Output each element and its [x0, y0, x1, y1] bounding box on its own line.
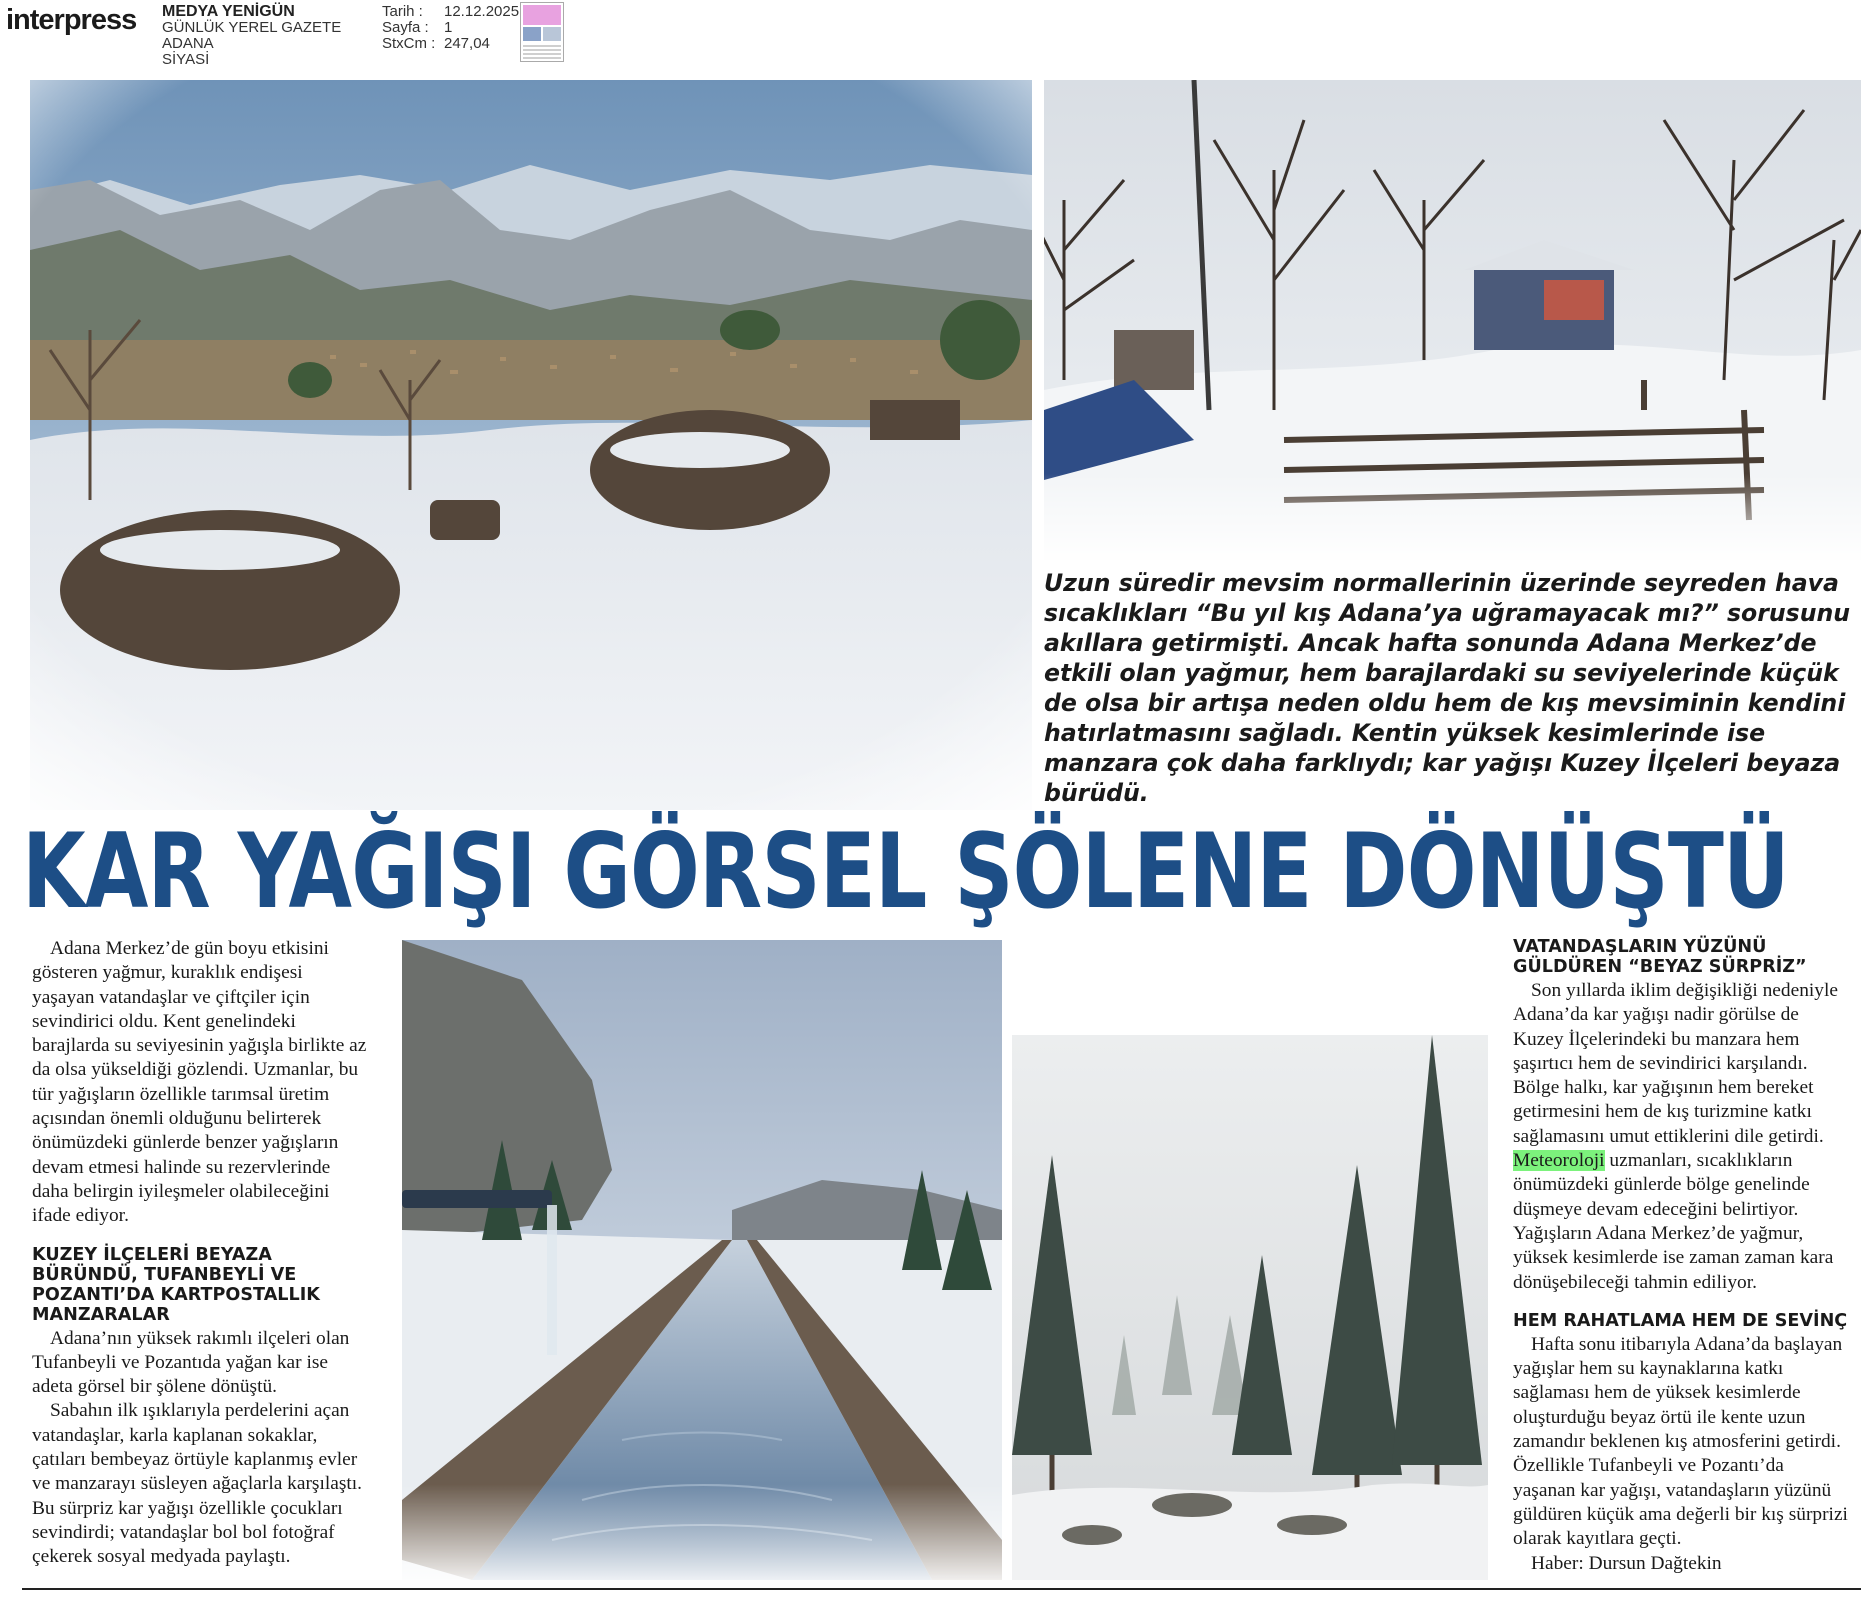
meta-date-label: Tarih : — [382, 3, 423, 20]
publication-city: ADANA — [162, 35, 214, 52]
photo-snowy-village — [1044, 80, 1861, 560]
right-text-column — [1513, 937, 1849, 1576]
article-lead: Uzun süredir mevsim normallerinin üzerinde seyreden hava sıcaklıkları “Bu yıl kış Adana’ya uğramayacak mı?” sorusunu akıllara getirmişti. Ancak hafta sonunda Adana Merkez’de etkili olan yağmur, hem barajlardaki su seviyelerinde küçük de olsa bir artışa neden oldu hem de kış mevsiminin kendini hatırlatmasını sağladı. Kentin yüksek kesimlerinde ise manzara çok daha farklıydı; kar yağışı Kuzey İlçeleri beyaza bürüdü. — [1044, 569, 1851, 807]
photo-mountain-valley — [30, 80, 1032, 810]
right-subhead-2: HEM RAHATLAMA HEM DE SEVİNÇ — [1513, 1310, 1848, 1331]
left-text-column — [32, 937, 368, 1570]
right-paragraph-1: Son yıllarda iklim değişikliği nedeniyle Adana’da kar yağışı nadir görülse de Kuzey İlçelerindeki bu manzara hem şaşırtıcı hem de sevindirici karşılandı. Bölge halkı, kar yağışının hem bereket getirmesini hem de kış turizmine katkı sağlamasını umut ettiklerini dile getirdi. Meteoroloji uzmanları, sıcaklıkların önümüzdeki günlerde bölge genelinde düşmeye devam edeceğini belirtiyor. Yağışların Adana Merkez’de yağmur, yüksek kesimlerde ise zaman zaman kara dönüşebileceği tahmin ediliyor. — [1513, 980, 1838, 1293]
left-paragraph-3: Sabahın ilk ışıklarıyla perdelerini açan vatandaşlar, karla kaplanan sokaklar, çatıları bembeyaz örtüyle kaplanmış evler ve manzarayı süsleyen ağaçlarla karşılaştı. Bu sürpriz kar yağışı özellikle çocukları sevindirdi; vatandaşlar bol bol fotoğraf çekerek sosyal medyada paylaştı. — [32, 1400, 363, 1568]
bottom-rule — [22, 1588, 1861, 1590]
article-headline: KAR YAĞIŞI GÖRSEL ŞÖLENE DÖNÜŞTÜ — [22, 812, 1789, 932]
publication-info — [162, 4, 341, 68]
meta-page-value: 1 — [444, 19, 453, 36]
left-paragraph-1: Adana Merkez’de gün boyu etkisini gösteren yağmur, kuraklık endişesi yaşayan vatandaşlar ve çiftçiler için sevindirici oldu. Kent genelindeki barajlarda su seviyesinin yağışla birlikte az da olsa yükseldiği gözlendi. Uzmanlar, bu tür yağışların özellikle tarımsal üretim açısından önemli olduğunu belirterek önümüzdeki günlerde benzer yağışların devam etmesi halinde su rezervlerinde daha belirgin iyileşmeler olabileceğini ifade ediyor. — [32, 938, 367, 1227]
left-paragraph-2: Adana’nın yüksek rakımlı ilçeleri olan Tufanbeyli ve Pozantıda yağan kar ise adeta görsel bir şölene dönüştü. — [32, 1327, 350, 1398]
author-credit: Haber: Dursun Dağtekin — [1531, 1552, 1722, 1574]
right-subhead-1: VATANDAŞLARIN YÜZÜNÜ GÜLDÜREN “BEYAZ SÜRPRİZ” — [1513, 937, 1807, 977]
meta-size-label: StxCm : — [382, 35, 436, 52]
meta-date-value: 12.12.2025 — [444, 3, 520, 20]
right-paragraph-2: Hafta sonu itibarıyla Adana’da başlayan yağışlar hem su kaynaklarına katkı sağlaması hem de yüksek kesimlerde oluşturduğu beyaz örtü ile kente uzun zamandır beklenen kış atmosferini getirdi. Özellikle Tufanbeyli ve Pozantı’da yaşanan kar yağışı, vatandaşların yüzünü güldüren küçük ama değerli bir kış sürprizi olarak kayıtlara geçti. — [1513, 1333, 1848, 1550]
photo-foggy-forest — [1012, 1035, 1488, 1580]
page-thumbnail[interactable] — [520, 2, 564, 62]
clipping-meta — [382, 4, 519, 52]
clipping-header — [0, 0, 1861, 66]
publication-category: SİYASİ — [162, 51, 210, 68]
publication-type: GÜNLÜK YEREL GAZETE — [162, 19, 342, 36]
left-subhead: KUZEY İLÇELERİ BEYAZA BÜRÜNDÜ, TUFANBEYLİ VE POZANTI’DA KARTPOSTALLIK MANZARALAR — [32, 1244, 320, 1325]
meta-page-label: Sayfa : — [382, 19, 429, 36]
photo-water-channel — [402, 940, 1002, 1580]
publication-name: MEDYA YENİGÜN — [162, 3, 295, 20]
highlighted-term: Meteoroloji — [1513, 1150, 1605, 1172]
interpress-logo: interpress — [6, 4, 137, 36]
meta-size-value: 247,04 — [444, 35, 490, 52]
